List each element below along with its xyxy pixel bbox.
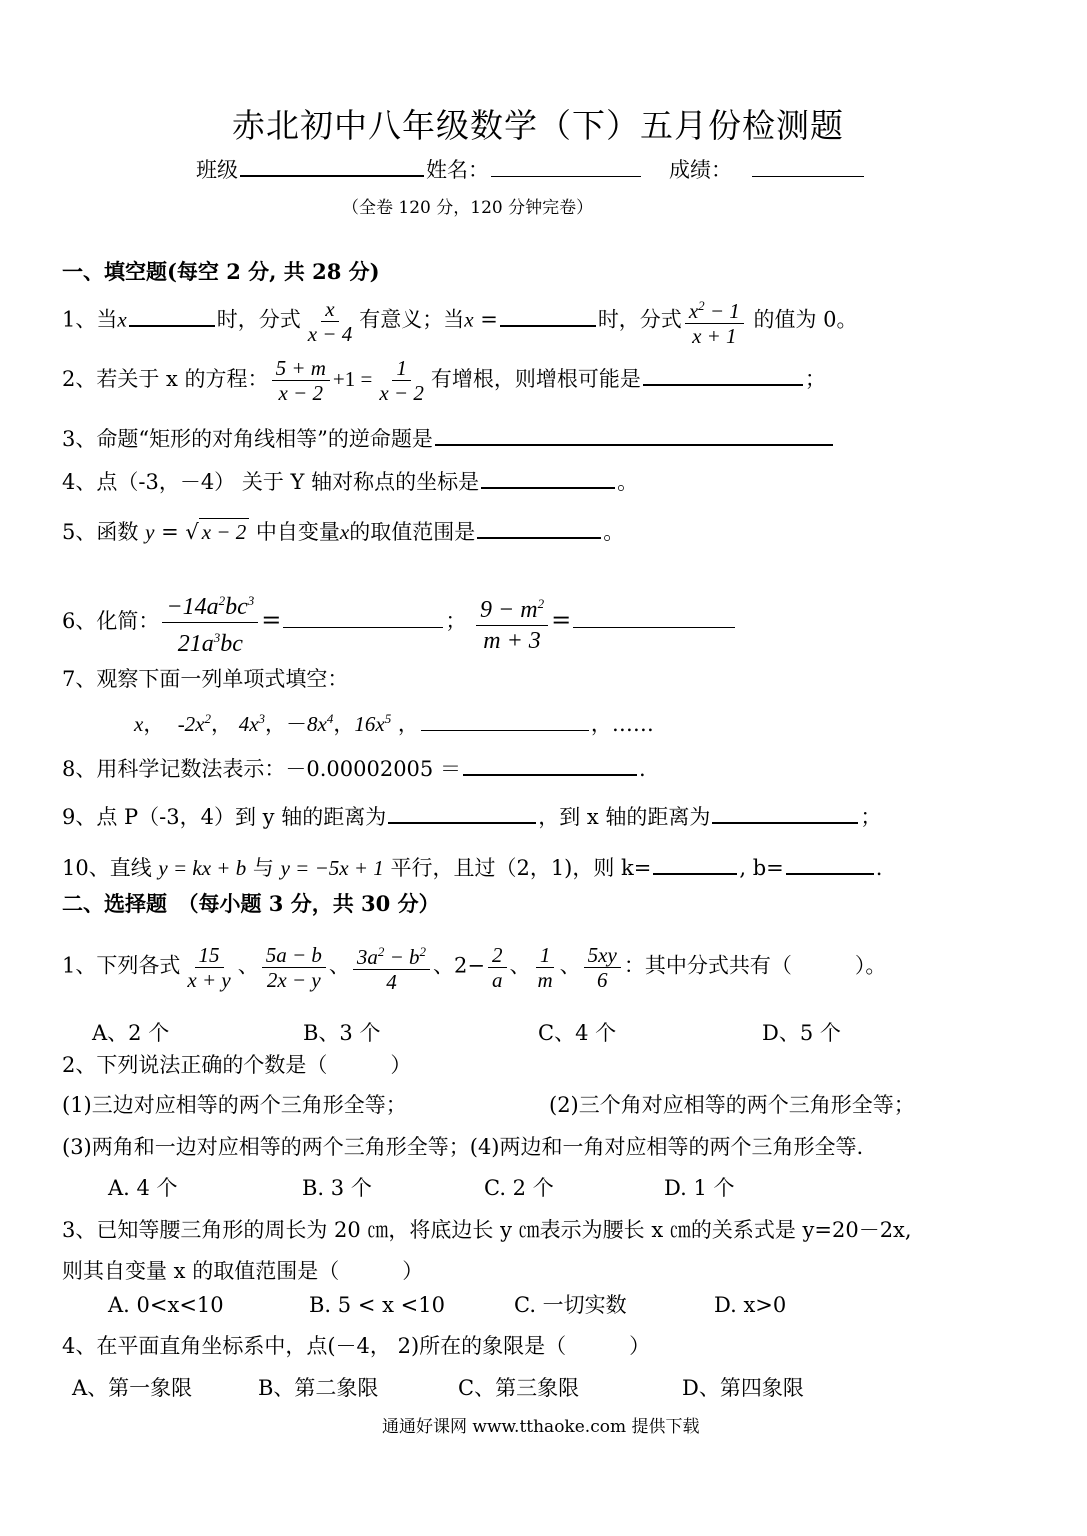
s1-question-2: 2、若关于 x 的方程： $\frac{5 + m}{x - 2}$ +1 = $\frac{1}{x - 2}$ 有增根，则增根可能是 ； bbox=[62, 356, 826, 405]
q7-text: 7、观察下面一列单项式填空： bbox=[62, 667, 349, 691]
s2q2-statement-3: (3)两角和一边对应相等的两个三角形全等；(4)两边和一角对应相等的两个三角形全等. bbox=[62, 1135, 864, 1159]
s1-question-6: 6、化简： $\frac{-14a^2bc^3}{21a^3bc}$ = ； $\frac{9 - m^2}{m + 3}$ = bbox=[62, 586, 737, 659]
s2q3-option-d[interactable]: D. x>0 bbox=[714, 1293, 787, 1317]
fraction: $\frac{9 - m^2}{m + 3}$ bbox=[476, 589, 548, 656]
q1-blank-1[interactable] bbox=[129, 323, 215, 327]
s2-question-3-line2: 则其自变量 x 的取值范围是（ ） bbox=[62, 1259, 424, 1283]
fraction: $\frac{x}{x - 4}$ bbox=[307, 296, 353, 346]
class-blank[interactable] bbox=[240, 173, 424, 177]
s1-question-5: 5、函数 y = √ x − 2 中自变量x的取值范围是 。 bbox=[62, 520, 625, 544]
q5-text: 5、函数 bbox=[62, 520, 139, 544]
fraction: $\frac{5 + m}{x - 2}$ bbox=[272, 356, 330, 405]
s2-question-2: 2、下列说法正确的个数是（ ） bbox=[62, 1053, 412, 1077]
s2q4-option-d[interactable]: D、第四象限 bbox=[682, 1376, 804, 1400]
s2q1-option-d[interactable]: D、5 个 bbox=[762, 1021, 841, 1045]
q2-blank[interactable] bbox=[643, 382, 803, 386]
s2q2-option-c[interactable]: C. 2 个 bbox=[484, 1176, 554, 1200]
q10-blank-k[interactable] bbox=[653, 871, 737, 875]
q10-text: , b= bbox=[739, 856, 784, 880]
q4-text: 。 bbox=[617, 470, 639, 494]
fraction: $\frac{5xy}{6}$ bbox=[584, 943, 621, 992]
q8-text: . bbox=[638, 757, 646, 781]
q4-text: 4、点（-3，－4） 关于 Y 轴对称点的坐标是 bbox=[62, 470, 480, 494]
name-label: 姓名： bbox=[426, 158, 489, 182]
q1-text: 有意义；当 bbox=[359, 307, 465, 332]
q7-text: ，…… bbox=[590, 712, 654, 736]
q10-text: 10、直线 bbox=[62, 856, 152, 880]
q9-blank-2[interactable] bbox=[712, 820, 858, 824]
q6-blank-1[interactable] bbox=[283, 625, 443, 628]
q1-blank-2[interactable] bbox=[500, 323, 596, 327]
s2q3-option-a[interactable]: A. 0<x<10 bbox=[108, 1293, 224, 1317]
s2q2-option-d[interactable]: D. 1 个 bbox=[664, 1176, 735, 1200]
q7-blank[interactable] bbox=[421, 728, 589, 731]
q5-text: 的取值范围是 bbox=[349, 520, 476, 544]
q10-blank-b[interactable] bbox=[786, 871, 874, 875]
s2q3-option-c[interactable]: C. 一切实数 bbox=[514, 1293, 627, 1317]
q4-blank[interactable] bbox=[481, 485, 615, 489]
student-info-row bbox=[196, 157, 866, 183]
q2-text: 2、若关于 x 的方程： bbox=[62, 367, 269, 391]
q1-text: 时，分式 bbox=[216, 307, 301, 332]
q5-text: 中自变量 bbox=[255, 520, 340, 544]
exam-note: （全卷 120 分，120 分钟完卷） bbox=[342, 198, 594, 218]
q9-text: ，到 x 轴的距离为 bbox=[538, 805, 711, 829]
s1-question-9 bbox=[62, 804, 881, 830]
s1-question-1: 1、当x 时，分式 $\frac{x}{x - 4}$ 有意义；当x = 时，分式 $\frac{x^2 - 1}{x + 1}$ 的值为 0。 bbox=[62, 294, 858, 348]
fraction: $\frac{x^2 - 1}{x + 1}$ bbox=[685, 294, 744, 348]
s2q1-option-c[interactable]: C、4 个 bbox=[538, 1021, 617, 1045]
score-label: 成绩： bbox=[669, 158, 732, 182]
q1-text: 1、当 bbox=[62, 307, 118, 332]
s2q2-option-b[interactable]: B. 3 个 bbox=[302, 1176, 372, 1200]
section2-heading: 二、选择题 （每小题 3 分，共 30 分） bbox=[62, 891, 440, 916]
s2q1-option-a[interactable]: A、2 个 bbox=[92, 1021, 170, 1045]
s2-question-3: 3、已知等腰三角形的周长为 20 ㎝，将底边长 y ㎝表示为腰长 x ㎝的关系式是 y=20－2x, bbox=[62, 1218, 912, 1242]
fraction: $\frac{3a^2 - b^2}{4}$ bbox=[353, 940, 430, 994]
s2-question-1: 1、下列各式 $\frac{15}{x + y}$ 、 $\frac{5a - b}{2x - y}$ 、 $\frac{3a^2 - b^2}{4}$ 、2− $\frac{2}{a}$ 、 $\frac{1}{m}$ 、 $\frac{5xy}{6}$ ：其中分式共有（ ）。 bbox=[62, 940, 886, 994]
q1-text: 时，分式 bbox=[597, 307, 682, 332]
q10-text: 平行，且过（2，1)，则 k= bbox=[390, 856, 652, 880]
fraction: $\frac{5a - b}{2x - y}$ bbox=[262, 943, 326, 992]
q6-text: 6、化简： bbox=[62, 609, 160, 633]
s1-question-4 bbox=[62, 469, 638, 495]
section1-heading: 一、填空题(每空 2 分, 共 28 分) bbox=[62, 259, 380, 284]
q2-text: 有增根，则增根可能是 bbox=[430, 367, 641, 391]
q6-blank-2[interactable] bbox=[573, 625, 735, 628]
s2-question-4: 4、在平面直角坐标系中，点(－4， 2)所在的象限是（ ） bbox=[62, 1334, 651, 1358]
s2q2-statement-2: (2)三个角对应相等的两个三角形全等； bbox=[549, 1093, 915, 1117]
q2-text: ； bbox=[804, 367, 826, 391]
q5-text: 。 bbox=[603, 520, 625, 544]
q9-text: ； bbox=[860, 805, 882, 829]
score-blank[interactable] bbox=[752, 174, 864, 177]
s2q1-text: ：其中分式共有（ ）。 bbox=[623, 953, 887, 978]
q9-blank-1[interactable] bbox=[388, 820, 536, 824]
class-label: 班级 bbox=[196, 158, 238, 182]
s2q1-option-b[interactable]: B、3 个 bbox=[303, 1021, 381, 1045]
s1-question-8 bbox=[62, 756, 646, 782]
s2q1-text: 1、下列各式 bbox=[62, 953, 181, 978]
fraction: $\frac{1}{m}$ bbox=[537, 942, 553, 992]
q3-text: 3、命题“矩形的对角线相等”的逆命题是 bbox=[62, 427, 433, 451]
q6-text: ； bbox=[445, 609, 467, 633]
page-title: 赤北初中八年级数学（下）五月份检测题 bbox=[232, 106, 844, 145]
s1-question-3 bbox=[62, 426, 835, 452]
s2q2-statement-1: (1)三边对应相等的两个三角形全等； bbox=[62, 1093, 407, 1117]
q10-text: 与 bbox=[252, 856, 274, 880]
s1-question-10: 10、直线 y = kx + b 与 y = −5x + 1 平行，且过（2，1)，则 k= , b= . bbox=[62, 856, 883, 880]
s2q4-option-b[interactable]: B、第二象限 bbox=[258, 1376, 379, 1400]
s1-question-7-series: x， $-2x^2$， $4x^3$，$-8x^4$，$16x^5$ ， ，…… bbox=[134, 711, 654, 736]
fraction: $\frac{15}{x + y}$ bbox=[187, 942, 231, 992]
s2q4-option-a[interactable]: A、第一象限 bbox=[72, 1376, 193, 1400]
q8-blank[interactable] bbox=[463, 772, 637, 776]
fraction: $\frac{-14a^2bc^3}{21a^3bc}$ bbox=[162, 586, 258, 659]
s2q4-option-c[interactable]: C、第三象限 bbox=[458, 1376, 580, 1400]
q9-text: 9、点 P（-3，4）到 y 轴的距离为 bbox=[62, 805, 387, 829]
q8-text: 8、用科学记数法表示：－0.00002005 ＝ bbox=[62, 757, 461, 781]
s1-question-7 bbox=[62, 666, 348, 692]
fraction: $\frac{2}{a}$ bbox=[488, 943, 507, 992]
q10-text: . bbox=[875, 856, 883, 880]
page-footer: 通通好课网 www.tthaoke.com 提供下载 bbox=[382, 1417, 700, 1437]
q3-blank[interactable] bbox=[435, 442, 833, 446]
fraction: $\frac{1}{x - 2}$ bbox=[379, 356, 424, 405]
name-blank[interactable] bbox=[491, 174, 641, 177]
s2q3-option-b[interactable]: B. 5 < x <10 bbox=[309, 1293, 445, 1317]
q1-text: 的值为 0。 bbox=[753, 307, 858, 332]
s2q2-option-a[interactable]: A. 4 个 bbox=[108, 1176, 178, 1200]
q5-blank[interactable] bbox=[477, 535, 601, 539]
